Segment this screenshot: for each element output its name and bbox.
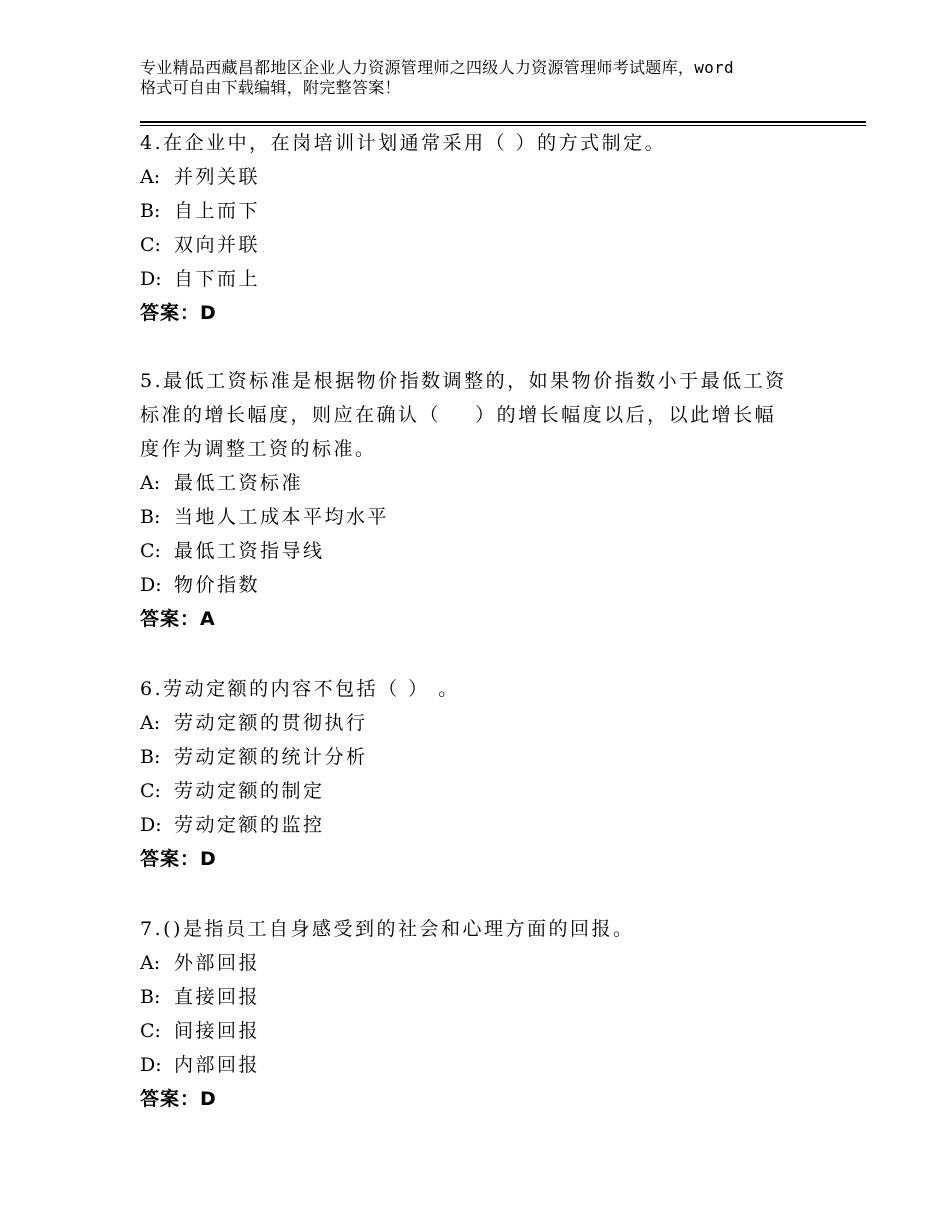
question-7: [140, 912, 800, 1116]
option-d: [140, 568, 800, 602]
option-key: D:: [140, 574, 162, 596]
option-d: [140, 1048, 800, 1082]
question-5: [140, 364, 800, 636]
option-text: 劳动定额的贯彻执行: [174, 712, 368, 734]
answer-line: 答案：A: [140, 608, 216, 630]
question-stem-line-1: 5.最低工资标准是根据物价指数调整的，如果物价指数小于最低工资: [140, 370, 787, 392]
option-key: D:: [140, 1054, 162, 1076]
header-line-1: 专业精品西藏昌都地区企业人力资源管理师之四级人力资源管理师考试题库，word: [140, 58, 734, 77]
document-header: [140, 58, 840, 98]
option-text: 直接回报: [174, 986, 261, 1008]
option-key: C:: [140, 1020, 161, 1042]
option-text: 自下而上: [174, 268, 261, 290]
question-6: [140, 672, 800, 876]
option-c: [140, 774, 800, 808]
question-stem: 7.()是指员工自身感受到的社会和心理方面的回报。: [140, 918, 635, 940]
option-a: [140, 160, 800, 194]
header-rule-thick: [140, 121, 866, 123]
option-text: 最低工资指导线: [174, 540, 325, 562]
question-4: [140, 126, 800, 330]
option-text: 外部回报: [174, 952, 261, 974]
header-line-2: 格式可自由下载编辑，附完整答案！: [140, 78, 401, 97]
option-a: [140, 946, 800, 980]
option-key: A:: [140, 166, 161, 188]
option-key: B:: [140, 746, 161, 768]
answer-line: 答案：D: [140, 848, 217, 870]
option-text: 间接回报: [174, 1020, 261, 1042]
option-key: B:: [140, 986, 161, 1008]
option-b: [140, 194, 800, 228]
option-text: 当地人工成本平均水平: [174, 506, 390, 528]
option-key: B:: [140, 506, 161, 528]
question-stem-line-3: 度作为调整工资的标准。: [140, 438, 377, 460]
option-text: 最低工资标准: [174, 472, 304, 494]
option-text: 物价指数: [174, 574, 261, 596]
option-d: [140, 262, 800, 296]
answer-line: 答案：D: [140, 1088, 217, 1110]
option-d: [140, 808, 800, 842]
question-stem-line-2: 标准的增长幅度，则应在确认（ ）的增长幅度以后，以此增长幅: [140, 404, 777, 426]
option-key: D:: [140, 268, 162, 290]
question-stem: 6.劳动定额的内容不包括（ ） 。: [140, 678, 460, 700]
option-key: C:: [140, 780, 161, 802]
option-key: A:: [140, 952, 161, 974]
option-text: 劳动定额的监控: [174, 814, 325, 836]
option-key: C:: [140, 540, 161, 562]
option-text: 劳动定额的统计分析: [174, 746, 368, 768]
option-b: [140, 500, 800, 534]
option-text: 内部回报: [174, 1054, 261, 1076]
option-text: 并列关联: [174, 166, 261, 188]
option-text: 双向并联: [174, 234, 261, 256]
option-b: [140, 740, 800, 774]
option-c: [140, 1014, 800, 1048]
option-c: [140, 534, 800, 568]
option-text: 劳动定额的制定: [174, 780, 325, 802]
option-a: [140, 706, 800, 740]
answer-line: 答案：D: [140, 302, 217, 324]
option-key: A:: [140, 472, 161, 494]
option-key: B:: [140, 200, 161, 222]
option-a: [140, 466, 800, 500]
option-text: 自上而下: [174, 200, 261, 222]
option-key: C:: [140, 234, 161, 256]
option-key: A:: [140, 712, 161, 734]
option-key: D:: [140, 814, 162, 836]
option-c: [140, 228, 800, 262]
option-b: [140, 980, 800, 1014]
question-stem: 4.在企业中，在岗培训计划通常采用（ ）的方式制定。: [140, 132, 667, 154]
